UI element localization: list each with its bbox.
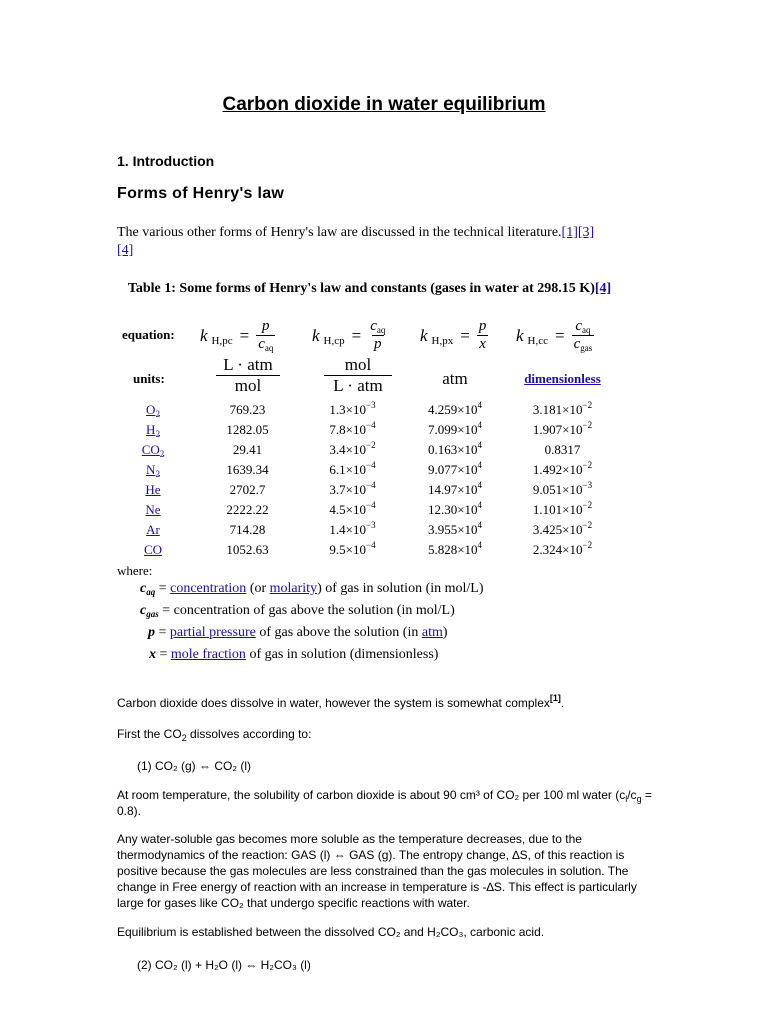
equation-k-subscript: H,cc [527, 334, 549, 347]
gas-cell [128, 480, 178, 500]
unit-fraction-2 [322, 355, 394, 396]
equation-numerator [573, 318, 592, 335]
kh-pc-value: 2702.7 [229, 482, 266, 497]
kh-px-value: $0.163\times 10^4$ [427, 440, 483, 457]
kh-cc-value: $9.051\times 10^{-3}$ [532, 480, 593, 497]
equation-fraction [572, 318, 595, 353]
definition-symbol: x [149, 647, 156, 662]
kh-cc-value: $3.181\times 10^{-2}$ [532, 400, 593, 417]
equation-2: (2) CO₂ (l) + H₂O (l) ⇔ H₂CO₃ (l) [137, 958, 311, 972]
equation-k: k [516, 325, 524, 345]
paragraph-equilibrium: Equilibrium is established between the dissolved CO₂ and H₂CO₃, carbonic acid. [117, 925, 545, 939]
equation-k-subscript: H,pc [211, 334, 233, 347]
kh-cp-value: $3.4\times 10^{-2}$ [329, 440, 376, 457]
ref-link-4[interactable]: [4] [117, 243, 134, 258]
numerator-symbol: p [262, 318, 270, 334]
definition-link[interactable]: atm [421, 625, 443, 640]
p3-text-c: = 0.8). [117, 788, 652, 818]
table-row [0, 520, 768, 540]
equation-equals: = [239, 325, 250, 345]
gas-cell [128, 420, 178, 440]
table-row [0, 400, 768, 420]
definition-link[interactable]: partial pressure [169, 625, 256, 640]
table-body [0, 400, 768, 562]
kh-cp-value: $3.7\times 10^{-4}$ [329, 480, 376, 497]
units-label: units: [133, 371, 165, 386]
table-row [0, 540, 768, 560]
kh-pc-value: 1282.05 [226, 422, 269, 437]
definition-link[interactable]: mole fraction [170, 647, 246, 662]
kh-cc-value: 0.8317 [544, 442, 581, 457]
numerator-subscript: aq [582, 325, 591, 335]
kh-cc-value: $2.324\times 10^{-2}$ [532, 540, 593, 557]
equation-numerator [477, 318, 489, 335]
equation-label: equation: [122, 327, 175, 342]
dimensionless-link[interactable]: dimensionless [524, 371, 601, 386]
gas-link[interactable]: $O_2$ [146, 402, 160, 419]
table-row [0, 500, 768, 520]
paragraph-complex [117, 695, 657, 711]
equation-fraction [477, 318, 489, 353]
kh-cp-value: $7.8\times 10^{-4}$ [329, 420, 376, 437]
definition-link[interactable]: concentration [170, 581, 247, 596]
table-caption-text: Table 1: Some forms of Henry's law and constants (gases in water at 298.15 K) [127, 281, 595, 296]
definition-line: $c_{aq}$ = concentration (or molarity) of gas in solution (in mol/L) [140, 581, 484, 597]
kh-cc-value: $3.425\times 10^{-2}$ [532, 520, 593, 537]
gas-link[interactable]: He [145, 482, 161, 497]
kh-pc-value: 1639.34 [226, 462, 269, 477]
numerator-subscript: aq [376, 325, 386, 335]
equation-fraction [368, 318, 387, 353]
gas-cell [128, 400, 178, 420]
gas-link[interactable]: $N_2$ [146, 462, 160, 479]
equation-denominator [477, 335, 488, 353]
section-heading: 1. Introduction [117, 153, 215, 169]
equation-denominator [256, 335, 275, 353]
kh-px-value: $12.30\times 10^4$ [427, 500, 483, 517]
denominator-symbol: c [258, 336, 265, 352]
table-row [0, 420, 768, 440]
numerator-symbol: p [478, 318, 487, 334]
gas-cell [128, 440, 178, 460]
definition-symbol: $c_{gas}$ [140, 603, 159, 619]
kh-pc-value: 2222.22 [226, 502, 269, 517]
gas-link[interactable]: Ne [145, 502, 161, 517]
kh-px-value: $14.97\times 10^4$ [427, 480, 483, 497]
table-caption [117, 279, 622, 298]
p2-text-b: dissolves according to: [186, 727, 312, 741]
kh-px-value: $3.955\times 10^4$ [427, 520, 483, 537]
p3-sub-g: g [636, 794, 642, 804]
denominator-symbol: p [374, 336, 382, 352]
henry-equation [420, 308, 488, 363]
gas-link[interactable]: Ar [146, 522, 160, 537]
ref-link-3[interactable]: [3] [577, 225, 595, 240]
denominator-symbol: c [573, 336, 581, 352]
denominator-subscript: gas [580, 343, 593, 353]
kh-px-value: $5.828\times 10^4$ [427, 540, 483, 557]
equation-k-subscript: H,cp [323, 334, 345, 347]
gas-cell [128, 460, 178, 480]
equation-equals: = [460, 325, 470, 345]
definition-link[interactable]: molarity [269, 581, 318, 596]
gas-cell [128, 540, 178, 560]
equation-equals: = [351, 325, 362, 345]
kh-cp-value: $1.4\times 10^{-3}$ [329, 520, 376, 537]
denominator-subscript: aq [264, 343, 274, 353]
ref-link-1[interactable]: [1] [561, 225, 578, 240]
unit-col-3: atm [442, 369, 468, 388]
kh-cc-value: $1.492\times 10^{-2}$ [532, 460, 593, 477]
kh-pc-value: 29.41 [232, 442, 263, 457]
equation-numerator [368, 318, 387, 335]
equation-k: k [312, 325, 320, 345]
p2-sub: 2 [181, 733, 187, 743]
where-label: where: [117, 563, 153, 578]
kh-cp-value: $4.5\times 10^{-4}$ [329, 500, 376, 517]
henry-equation [516, 308, 594, 363]
p3-text-a: At room temperature, the solubility of carbon dioxide is about 90 cm³ of CO₂ per 100 ml water (c [117, 788, 626, 802]
table-row [0, 480, 768, 500]
p1-text: Carbon dioxide does dissolve in water, however the system is somewhat complex [117, 696, 550, 710]
definition-line: x = mole fraction of gas in solution (dimensionless) [149, 647, 439, 662]
gas-cell [128, 520, 178, 540]
gas-link[interactable]: $H_2$ [146, 422, 160, 439]
unit-denominator: mol [216, 375, 280, 396]
equation-denominator [372, 335, 384, 353]
kh-px-value: $9.077\times 10^4$ [427, 460, 483, 477]
gas-link[interactable]: $CO_2$ [141, 442, 165, 459]
kh-pc-value: 1052.63 [226, 542, 269, 557]
intro-paragraph [117, 224, 657, 260]
numerator-symbol: c [370, 318, 377, 334]
equation-k: k [420, 325, 428, 345]
definition-symbol: p [148, 625, 155, 640]
table-caption-ref[interactable]: [4] [594, 281, 612, 296]
gas-cell [128, 500, 178, 520]
kh-cc-value: $1.907\times 10^{-2}$ [532, 420, 593, 437]
kh-cp-value: $1.3\times 10^{-3}$ [329, 400, 376, 417]
intro-text: The various other forms of Henry's law are discussed in the technical literature. [117, 225, 562, 240]
denominator-symbol: x [479, 336, 486, 352]
unit-col-1 [212, 355, 284, 396]
p3-text-b: /c [627, 788, 637, 802]
p3-sub-l: l [625, 794, 628, 804]
unit-col-4 [510, 371, 615, 387]
paragraph-solubility [117, 787, 657, 819]
definition-line: p = partial pressure of gas above the solution (in atm) [148, 625, 448, 640]
kh-pc-value: 714.28 [229, 522, 266, 537]
unit-numerator: mol [344, 355, 372, 374]
kh-cp-value: $9.5\times 10^{-4}$ [329, 540, 376, 557]
equation-k: k [200, 325, 208, 345]
equation-k-subscript: H,px [431, 334, 454, 347]
kh-cp-value: $6.1\times 10^{-4}$ [329, 460, 376, 477]
kh-px-value: $4.259\times 10^4$ [427, 400, 483, 417]
kh-px-value: $7.099\times 10^4$ [427, 420, 483, 437]
equation-1: (1) CO₂ (g) ⇔ CO₂ (l) [137, 759, 251, 773]
definition-symbol: $c_{aq}$ [140, 581, 156, 597]
kh-pc-value: 769.23 [229, 402, 266, 417]
equation-equals: = [555, 325, 565, 345]
page-title: Carbon dioxide in water equilibrium [222, 94, 546, 115]
unit-fraction-1 [212, 355, 284, 396]
equation-fraction [256, 318, 275, 353]
unit-col-2 [322, 355, 394, 396]
p2-text-a: First the CO [117, 727, 182, 741]
table-row [0, 460, 768, 480]
p1-ref: [1] [549, 693, 561, 703]
paragraph-dissolves [117, 726, 657, 742]
equation-numerator [260, 318, 272, 335]
numerator-symbol: c [575, 318, 583, 334]
gas-link[interactable]: CO [143, 542, 163, 557]
definition-line: $c_{gas}$ = concentration of gas above the solution (in mol/L) [140, 603, 455, 619]
table-row [0, 440, 768, 460]
p1-end: . [560, 696, 565, 710]
kh-cc-value: $1.101\times 10^{-2}$ [532, 500, 593, 517]
subheading: Forms of Henry's law [117, 185, 285, 202]
unit-numerator: L · atm [223, 355, 273, 374]
unit-denominator: L · atm [324, 375, 392, 396]
paragraph-thermodynamics: Any water-soluble gas becomes more soluble as the temperature decreases, due to the thermodynamics of the reaction: GAS (l) ⇔ GAS (g). The entropy change, ∆S, of this reaction is positive because the gas molecules are less constrained than the gas molecules in solution. The change in Free energy of reaction with an increase in temperature is -∆S. This effect is particularly large for gases like CO₂ that undergo specific reactions with water. [117, 832, 637, 910]
equation-denominator [572, 335, 595, 353]
